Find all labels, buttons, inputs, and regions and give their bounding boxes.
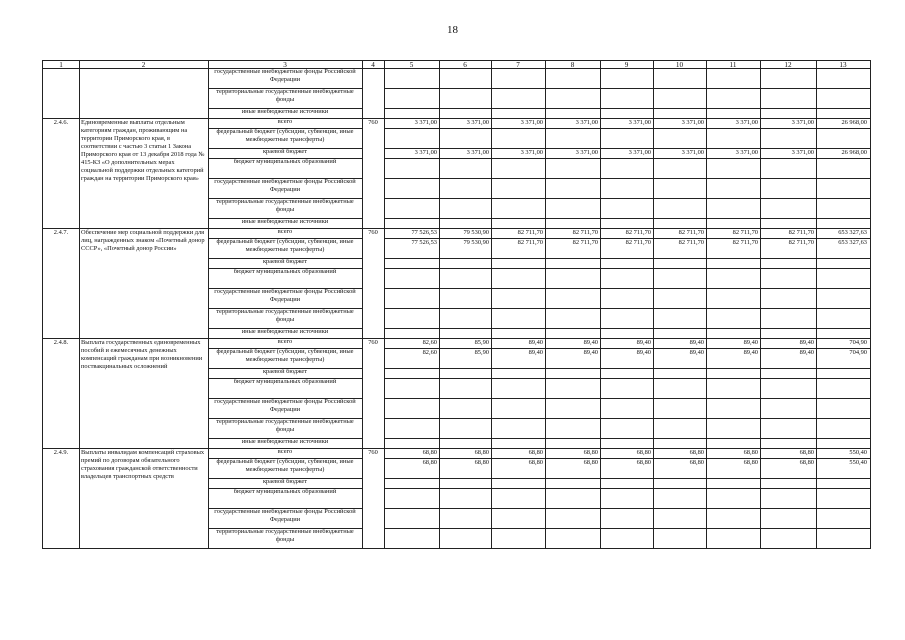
value-cell — [706, 488, 761, 509]
value-cell: 82 711,70 — [545, 238, 601, 259]
value-cell — [439, 398, 492, 419]
value-cell: 68,80 — [384, 448, 440, 459]
value-cell: 68,80 — [439, 448, 492, 459]
header-cell-9: 9 — [600, 60, 654, 69]
header-cell-7: 7 — [491, 60, 546, 69]
value-cell — [600, 158, 654, 179]
value-cell — [491, 268, 546, 289]
value-cell: 89,40 — [600, 338, 654, 349]
row-col4: 760 — [362, 228, 385, 339]
value-cell: 653 327,63 — [816, 228, 871, 239]
value-cell: 82 711,70 — [491, 228, 546, 239]
value-cell: 3 371,00 — [600, 118, 654, 129]
value-cell — [653, 508, 707, 529]
row-col4: 760 — [362, 118, 385, 229]
value-cell — [760, 128, 817, 149]
value-cell: 89,40 — [760, 338, 817, 349]
value-cell — [600, 268, 654, 289]
source-cell: бюджет муниципальных образований — [208, 158, 363, 179]
value-cell — [816, 268, 871, 289]
value-cell: 82 711,70 — [600, 228, 654, 239]
value-cell — [439, 378, 492, 399]
value-cell — [653, 158, 707, 179]
value-cell — [491, 68, 546, 89]
value-cell — [760, 508, 817, 529]
source-cell: территориальные государственные внебюджетные фонды — [208, 528, 363, 549]
value-cell — [439, 308, 492, 329]
source-cell: всего — [208, 448, 363, 459]
value-cell: 68,80 — [439, 458, 492, 479]
value-cell — [653, 88, 707, 109]
source-cell: всего — [208, 228, 363, 239]
value-cell — [760, 88, 817, 109]
value-cell — [491, 488, 546, 509]
value-cell — [545, 378, 601, 399]
value-cell — [816, 488, 871, 509]
value-cell — [600, 288, 654, 309]
value-cell — [439, 178, 492, 199]
source-cell: бюджет муниципальных образований — [208, 268, 363, 289]
value-cell — [600, 398, 654, 419]
value-cell — [491, 88, 546, 109]
page-number: 18 — [447, 24, 458, 36]
value-cell — [760, 418, 817, 439]
value-cell: 77 526,53 — [384, 228, 440, 239]
value-cell: 704,90 — [816, 348, 871, 369]
value-cell — [439, 288, 492, 309]
value-cell — [439, 528, 492, 549]
value-cell: 68,80 — [760, 458, 817, 479]
value-cell — [384, 378, 440, 399]
value-cell — [706, 128, 761, 149]
value-cell — [600, 308, 654, 329]
source-cell: иные внебюджетные источники — [208, 438, 363, 449]
value-cell — [653, 418, 707, 439]
value-cell — [384, 308, 440, 329]
value-cell — [439, 88, 492, 109]
header-cell-12: 12 — [760, 60, 817, 69]
value-cell: 68,80 — [653, 448, 707, 459]
value-cell — [816, 288, 871, 309]
source-cell: государственные внебюджетные фонды Российской Федерации — [208, 68, 363, 89]
value-cell — [760, 308, 817, 329]
value-cell — [706, 268, 761, 289]
value-cell — [706, 418, 761, 439]
header-cell-11: 11 — [706, 60, 761, 69]
row-name: Выплата государственных единовременных пособий и ежемесячных денежных компенсаций гражданам при возникновении поствакцинальных осложнений — [79, 338, 209, 449]
value-cell: 3 371,00 — [706, 148, 761, 159]
value-cell — [545, 178, 601, 199]
value-cell — [760, 288, 817, 309]
value-cell — [439, 488, 492, 509]
value-cell: 89,40 — [653, 348, 707, 369]
value-cell — [600, 418, 654, 439]
value-cell — [706, 178, 761, 199]
header-cell-8: 8 — [545, 60, 601, 69]
value-cell — [384, 178, 440, 199]
value-cell: 3 371,00 — [439, 118, 492, 129]
value-cell — [439, 68, 492, 89]
value-cell — [545, 418, 601, 439]
value-cell — [384, 268, 440, 289]
value-cell — [706, 88, 761, 109]
source-cell: федеральный бюджет (субсидии, субвенции, иные межбюджетные трансферты) — [208, 348, 363, 369]
source-cell: федеральный бюджет (субсидии, субвенции, иные межбюджетные трансферты) — [208, 128, 363, 149]
header-cell-10: 10 — [653, 60, 707, 69]
source-cell: территориальные государственные внебюджетные фонды — [208, 308, 363, 329]
source-cell: иные внебюджетные источники — [208, 328, 363, 339]
row-col4: 760 — [362, 338, 385, 449]
value-cell — [491, 198, 546, 219]
value-cell — [545, 398, 601, 419]
value-cell — [760, 398, 817, 419]
value-cell — [600, 488, 654, 509]
value-cell: 3 371,00 — [545, 148, 601, 159]
value-cell — [600, 198, 654, 219]
header-cell-1: 1 — [42, 60, 80, 69]
value-cell — [545, 528, 601, 549]
value-cell: 704,90 — [816, 338, 871, 349]
value-cell: 82 711,70 — [600, 238, 654, 259]
value-cell: 68,80 — [760, 448, 817, 459]
value-cell — [706, 308, 761, 329]
value-cell: 3 371,00 — [706, 118, 761, 129]
source-cell: краевой бюджет — [208, 258, 363, 269]
value-cell: 82 711,70 — [706, 238, 761, 259]
value-cell: 82 711,70 — [653, 228, 707, 239]
value-cell — [653, 178, 707, 199]
value-cell — [760, 378, 817, 399]
value-cell: 89,40 — [600, 348, 654, 369]
value-cell: 550,40 — [816, 448, 871, 459]
value-cell — [760, 68, 817, 89]
value-cell — [384, 158, 440, 179]
value-cell — [545, 288, 601, 309]
value-cell — [545, 198, 601, 219]
value-cell: 3 371,00 — [653, 118, 707, 129]
source-cell: краевой бюджет — [208, 148, 363, 159]
value-cell — [600, 88, 654, 109]
value-cell: 653 327,63 — [816, 238, 871, 259]
value-cell — [653, 308, 707, 329]
value-cell — [816, 508, 871, 529]
header-cell-13: 13 — [816, 60, 871, 69]
value-cell — [816, 308, 871, 329]
value-cell — [816, 198, 871, 219]
source-cell: иные внебюджетные источники — [208, 108, 363, 119]
source-cell: иные внебюджетные источники — [208, 218, 363, 229]
value-cell: 68,80 — [706, 458, 761, 479]
value-cell: 89,40 — [545, 338, 601, 349]
row-code — [42, 68, 80, 119]
value-cell — [706, 158, 761, 179]
value-cell: 89,40 — [706, 338, 761, 349]
header-cell-6: 6 — [439, 60, 492, 69]
value-cell — [384, 398, 440, 419]
value-cell: 68,80 — [545, 458, 601, 479]
header-cell-4: 4 — [362, 60, 385, 69]
value-cell: 82 711,70 — [653, 238, 707, 259]
value-cell — [491, 378, 546, 399]
value-cell — [816, 418, 871, 439]
value-cell — [545, 488, 601, 509]
value-cell — [816, 158, 871, 179]
value-cell: 89,40 — [760, 348, 817, 369]
value-cell — [653, 268, 707, 289]
value-cell — [491, 508, 546, 529]
value-cell — [384, 528, 440, 549]
row-col4 — [362, 68, 385, 119]
value-cell — [439, 268, 492, 289]
value-cell — [706, 528, 761, 549]
value-cell — [384, 488, 440, 509]
source-cell: государственные внебюджетные фонды Российской Федерации — [208, 398, 363, 419]
row-code: 2.4.6. — [42, 118, 80, 229]
value-cell — [384, 128, 440, 149]
value-cell — [384, 88, 440, 109]
value-cell — [545, 68, 601, 89]
value-cell: 3 371,00 — [600, 148, 654, 159]
value-cell — [491, 288, 546, 309]
source-cell: всего — [208, 118, 363, 129]
value-cell — [653, 398, 707, 419]
value-cell — [653, 488, 707, 509]
value-cell — [491, 528, 546, 549]
value-cell: 3 371,00 — [545, 118, 601, 129]
source-cell: государственные внебюджетные фонды Российской Федерации — [208, 178, 363, 199]
value-cell — [384, 508, 440, 529]
value-cell — [439, 418, 492, 439]
row-code: 2.4.8. — [42, 338, 80, 449]
row-name: Обеспечение мер социальной поддержки для лиц, награжденных знаком «Почетный донор СССР», «Почетный донор России» — [79, 228, 209, 339]
value-cell: 89,40 — [491, 348, 546, 369]
value-cell — [439, 198, 492, 219]
value-cell: 89,40 — [491, 338, 546, 349]
source-cell: федеральный бюджет (субсидии, субвенции, иные межбюджетные трансферты) — [208, 458, 363, 479]
value-cell — [816, 68, 871, 89]
row-col4: 760 — [362, 448, 385, 549]
value-cell: 82 711,70 — [706, 228, 761, 239]
value-cell: 85,90 — [439, 338, 492, 349]
value-cell — [760, 528, 817, 549]
header-cell-3: 3 — [208, 60, 363, 69]
value-cell — [545, 308, 601, 329]
value-cell: 85,90 — [439, 348, 492, 369]
value-cell — [706, 378, 761, 399]
value-cell — [491, 158, 546, 179]
value-cell — [706, 508, 761, 529]
value-cell: 68,80 — [706, 448, 761, 459]
value-cell — [384, 198, 440, 219]
value-cell — [545, 88, 601, 109]
value-cell — [816, 378, 871, 399]
value-cell: 3 371,00 — [384, 148, 440, 159]
source-cell: государственные внебюджетные фонды Российской Федерации — [208, 508, 363, 529]
value-cell — [706, 198, 761, 219]
value-cell — [653, 288, 707, 309]
value-cell — [653, 378, 707, 399]
value-cell: 68,80 — [545, 448, 601, 459]
row-code: 2.4.9. — [42, 448, 80, 549]
value-cell: 26 968,00 — [816, 148, 871, 159]
value-cell — [816, 528, 871, 549]
source-cell: государственные внебюджетные фонды Российской Федерации — [208, 288, 363, 309]
value-cell — [439, 128, 492, 149]
value-cell — [816, 398, 871, 419]
value-cell: 82 711,70 — [545, 228, 601, 239]
value-cell — [600, 528, 654, 549]
row-name: Выплаты инвалидам компенсаций страховых премий по договорам обязательного страхования гражданской ответственности владельцев транспортных средств — [79, 448, 209, 549]
value-cell: 68,80 — [491, 448, 546, 459]
value-cell — [760, 488, 817, 509]
source-cell: территориальные государственные внебюджетные фонды — [208, 88, 363, 109]
source-cell: территориальные государственные внебюджетные фонды — [208, 418, 363, 439]
value-cell: 89,40 — [545, 348, 601, 369]
value-cell — [600, 178, 654, 199]
value-cell: 82,60 — [384, 338, 440, 349]
value-cell — [384, 288, 440, 309]
value-cell — [816, 178, 871, 199]
value-cell: 82 711,70 — [760, 238, 817, 259]
value-cell — [760, 198, 817, 219]
value-cell — [491, 308, 546, 329]
value-cell — [491, 398, 546, 419]
value-cell: 68,80 — [491, 458, 546, 479]
value-cell — [653, 528, 707, 549]
value-cell — [491, 128, 546, 149]
value-cell — [816, 128, 871, 149]
value-cell: 79 530,90 — [439, 238, 492, 259]
value-cell — [816, 88, 871, 109]
value-cell: 26 968,00 — [816, 118, 871, 129]
source-cell: краевой бюджет — [208, 478, 363, 489]
value-cell — [491, 178, 546, 199]
value-cell — [439, 158, 492, 179]
value-cell — [706, 288, 761, 309]
value-cell — [600, 378, 654, 399]
value-cell: 3 371,00 — [653, 148, 707, 159]
value-cell: 82 711,70 — [760, 228, 817, 239]
value-cell — [706, 398, 761, 419]
value-cell: 3 371,00 — [439, 148, 492, 159]
value-cell — [653, 68, 707, 89]
row-code: 2.4.7. — [42, 228, 80, 339]
source-cell: территориальные государственные внебюджетные фонды — [208, 198, 363, 219]
value-cell: 77 526,53 — [384, 238, 440, 259]
value-cell: 3 371,00 — [760, 118, 817, 129]
value-cell: 89,40 — [706, 348, 761, 369]
value-cell: 3 371,00 — [760, 148, 817, 159]
value-cell — [384, 68, 440, 89]
value-cell — [600, 68, 654, 89]
value-cell — [384, 418, 440, 439]
value-cell — [760, 178, 817, 199]
value-cell — [545, 158, 601, 179]
source-cell: бюджет муниципальных образований — [208, 488, 363, 509]
value-cell: 68,80 — [384, 458, 440, 479]
value-cell — [600, 128, 654, 149]
value-cell: 79 530,90 — [439, 228, 492, 239]
value-cell — [545, 508, 601, 529]
value-cell: 3 371,00 — [384, 118, 440, 129]
value-cell: 68,80 — [653, 458, 707, 479]
value-cell: 82,60 — [384, 348, 440, 369]
value-cell — [653, 128, 707, 149]
row-name: Единовременные выплаты отдельным категориям граждан, проживающим на территории Приморского края, в соответствии с частью 3 статьи 1 Закона Приморского края от 13 декабря 2018 года № 415-КЗ «О дополнительных мерах социальной поддержки отдельных категорий граждан на территории Приморского края» — [79, 118, 209, 229]
value-cell: 68,80 — [600, 448, 654, 459]
value-cell — [653, 198, 707, 219]
value-cell — [491, 418, 546, 439]
value-cell — [545, 128, 601, 149]
value-cell: 3 371,00 — [491, 148, 546, 159]
value-cell — [545, 268, 601, 289]
value-cell — [760, 268, 817, 289]
source-cell: бюджет муниципальных образований — [208, 378, 363, 399]
row-name — [79, 68, 209, 119]
header-cell-5: 5 — [384, 60, 440, 69]
source-cell: всего — [208, 338, 363, 349]
value-cell — [706, 68, 761, 89]
value-cell: 89,40 — [653, 338, 707, 349]
value-cell: 550,40 — [816, 458, 871, 479]
value-cell: 68,80 — [600, 458, 654, 479]
value-cell — [760, 158, 817, 179]
value-cell — [439, 508, 492, 529]
header-cell-2: 2 — [79, 60, 209, 69]
value-cell — [600, 508, 654, 529]
source-cell: краевой бюджет — [208, 368, 363, 379]
source-cell: федеральный бюджет (субсидии, субвенции, иные межбюджетные трансферты) — [208, 238, 363, 259]
value-cell: 3 371,00 — [491, 118, 546, 129]
value-cell: 82 711,70 — [491, 238, 546, 259]
